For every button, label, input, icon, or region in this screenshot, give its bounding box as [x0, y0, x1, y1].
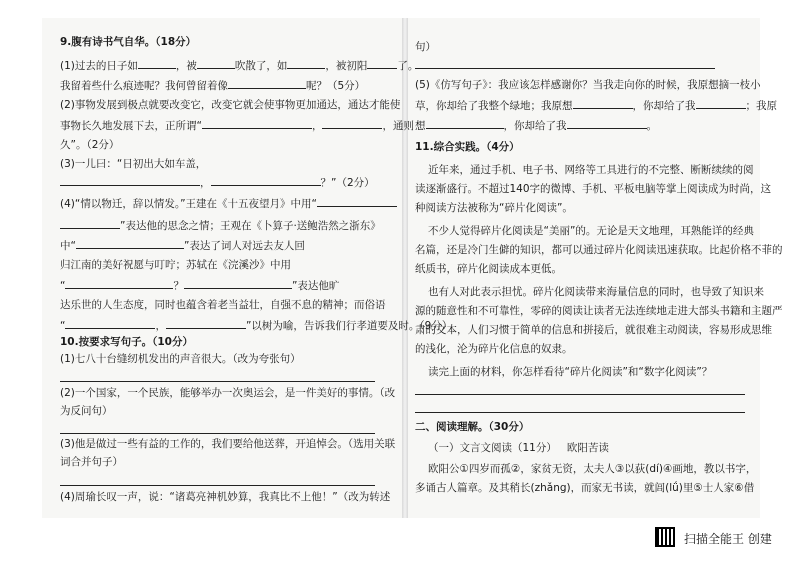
q9-4-line6: 达乐世的人生态度，同时也蕴含着老当益壮，自强不息的精神；而俗语	[60, 299, 386, 311]
section2-title: 二、阅读理解。（30分）	[415, 421, 530, 433]
q10-5-line1: (5)《仿写句子》：我应该怎样感谢你？当我走向你的时候，我原想摘一枝小	[415, 79, 761, 91]
q10-title: 10.按要求写句子。（10分）	[60, 336, 193, 348]
q10-4-line1: (4)周瑜长叹一声，说：“诸葛亮神机妙算，我真比不上他！”（改为转述	[60, 491, 391, 503]
q11-answer-line-2[interactable]	[415, 412, 745, 413]
q9-2-line2: 事物长久地发展下去，正所谓“ ， ，通则	[60, 120, 414, 132]
q9-4-line3: 中“ ”表达了词人对远去友人回	[60, 240, 305, 252]
scanner-brand: 扫描全能王 创建	[684, 532, 772, 546]
r-top-text: 句）	[415, 41, 436, 53]
q9-4-line2: ”表达他的思念之情；王观在《卜算子·送鲍浩然之浙东》	[60, 218, 381, 233]
q10-3-line2: 词合并句子）	[60, 456, 123, 468]
q9-1-line1: (1)过去的日子如 ，被 吹散了，如 ，被初阳 了。	[60, 60, 419, 72]
p1-line2: 读逐渐盛行。不超过140字的微博、手机、平板电脑等掌上阅读成为时尚，这	[415, 183, 772, 195]
wenyan-line1: 欧阳公①四岁而孤②，家贫无资，太夫人③以荻(dí)④画地，教以书字，	[428, 463, 757, 475]
q10-3-line1: (3)他是做过一些有益的工作的，我们要给他送葬，开追悼会。（选用关联	[60, 438, 396, 450]
q10-5-line3: 想 ，你却给了我 。	[415, 120, 657, 132]
passage-title: 欧阳苦读	[566, 442, 609, 454]
q10-1: (1)七八十台缝纫机发出的声音很大。（改为夸张句）	[60, 353, 301, 365]
q10-2-answer-line[interactable]	[60, 433, 375, 434]
q10-5-line2: 草，你却给了我整个绿地；我原想 ，你却给了我 ；我原	[415, 100, 777, 112]
q9-3-line2: ， ？”（2分）	[60, 175, 375, 190]
q9-2-line3: 久”。（2分）	[60, 139, 120, 151]
p3-line3: 肃的文本，人们习惯于简单的信息和拼接后，就很难主动阅读，容易形成思维	[415, 324, 772, 336]
p1-line3: 种阅读方法被称为“碎片化阅读”。	[415, 202, 573, 214]
q11-title: 11.综合实践。（4分）	[415, 141, 520, 153]
q9-4-line1: (4)“情以物迁，辞以情发。”王建在《十五夜望月》中用“	[60, 196, 397, 211]
q9-4-line7: “ ， ”以树为喻，告诉我们行孝道要及时。（9分）	[60, 320, 453, 332]
q9-1-line2: 我留着些什么痕迹呢？我何曾留着像 呢？（5分）	[60, 80, 366, 92]
p2-line3: 纸质书，碎片化阅读成本更低。	[415, 263, 562, 275]
wenyan-line2: 多诵古人篇章。及其稍长(zhǎng)，而家无书读，就闾(lǘ)里⑤士人家⑥借	[415, 482, 755, 494]
q9-4-line5: “ ？ ”表达他旷	[60, 280, 340, 292]
q11-answer-line-1[interactable]	[415, 394, 745, 395]
p2-line1: 不少人觉得碎片化阅读是“美丽”的。无论是天文地理，耳熟能详的经典	[428, 225, 754, 237]
q9-2-line1: (2)事物发展到极点就要改变它，改变它就会使事物更加通达，通达才能使	[60, 99, 401, 111]
p2-line2: 名篇，还是冷门生僻的知识，都可以通过碎片化阅读迅速获取。比起价格不菲的	[415, 244, 783, 256]
q11-ask: 读完上面的材料，你怎样看待“碎片化阅读”和“数字化阅读”？	[428, 366, 713, 378]
section2-sub1: （一）文言文阅读（11分） 欧阳苦读	[428, 442, 609, 454]
q10-4-answer-line[interactable]	[415, 68, 715, 69]
q10-2-line1: (2)一个国家，一个民族，能够举办一次奥运会，是一件美好的事情。（改	[60, 387, 396, 399]
qr-code-icon	[655, 527, 675, 547]
q9-4-line4: 归江南的美好祝愿与叮咛；苏轼在《浣溪沙》中用	[60, 259, 291, 271]
q9-title: 9.腹有诗书气自华。（18分）	[60, 36, 197, 48]
p3-line2: 源的随意性和不可靠性，零碎的阅读让读者无法连续地走进大部头书籍和主题严	[415, 305, 783, 317]
p3-line4: 的浅化，沦为碎片化信息的奴隶。	[415, 343, 573, 355]
q10-2-line2: 为反问句）	[60, 405, 113, 417]
q10-3-answer-line[interactable]	[60, 485, 375, 486]
p3-line1: 也有人对此表示担忧。碎片化阅读带来海量信息的同时，也导致了知识来	[428, 286, 764, 298]
p1-line1: 近年来，通过手机、电子书、网络等工具进行的不完整、断断续续的阅	[428, 164, 754, 176]
q9-3-line1: (3)一儿曰：“日初出大如车盖，	[60, 158, 207, 170]
q10-1-answer-line[interactable]	[60, 381, 375, 382]
